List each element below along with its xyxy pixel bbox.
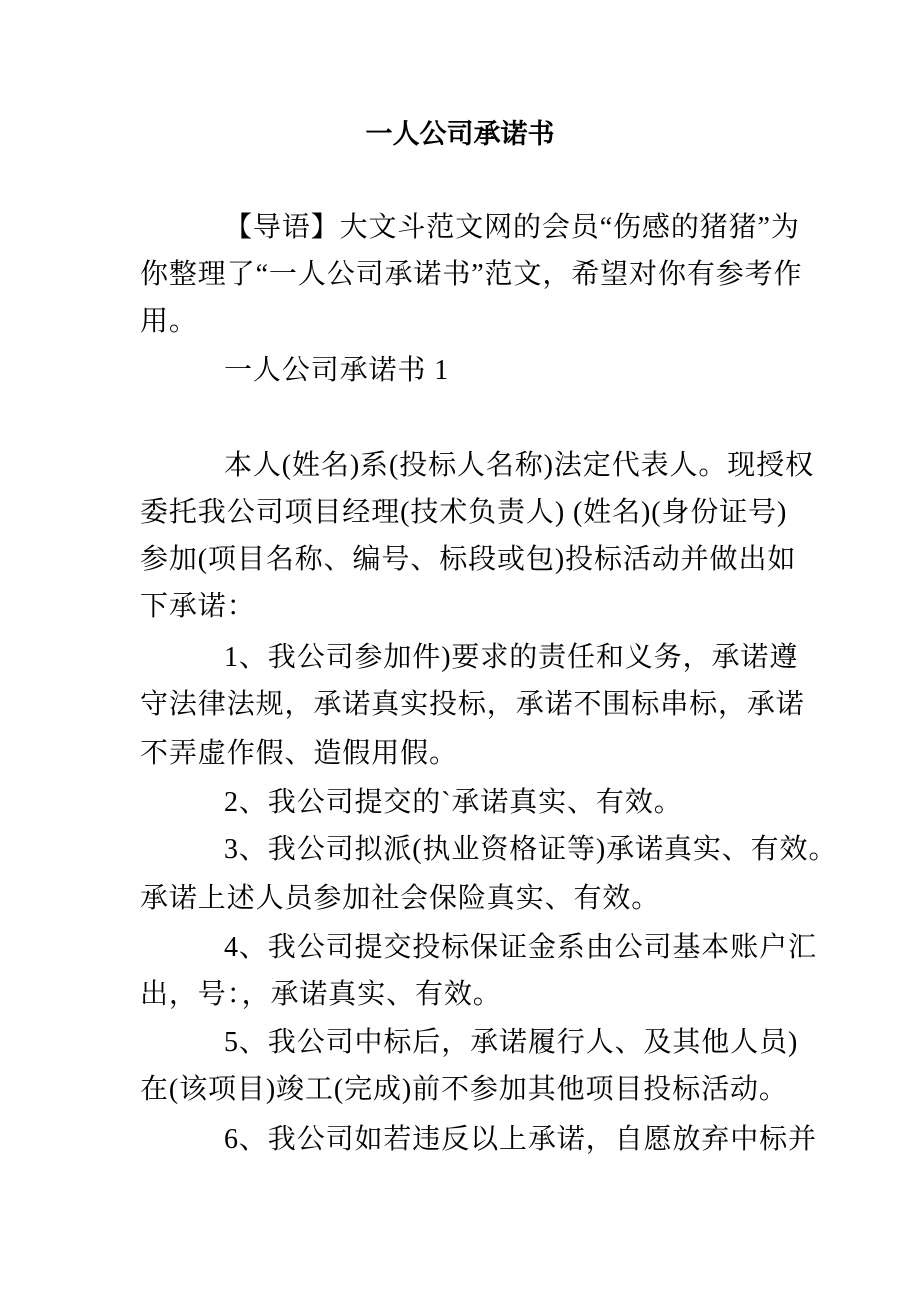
paragraph-line: 委托我公司项目经理(技术负责人) (姓名)(身份证号) bbox=[140, 497, 788, 528]
intro-line-3: 用。 bbox=[140, 306, 198, 337]
document-title: 一人公司承诺书 bbox=[365, 119, 555, 149]
intro-line-1: 【导语】大文斗范文网的会员“伤感的猪猪”为 bbox=[224, 212, 800, 243]
commitment-item-3: 3、我公司拟派(执业资格证等)承诺真实、有效。 bbox=[224, 834, 838, 865]
commitment-item-1: 1、我公司参加件)要求的责任和义务，承诺遵 bbox=[224, 642, 799, 673]
commitment-item-3-cont: 承诺上述人员参加社会保险真实、有效。 bbox=[140, 883, 661, 914]
commitment-item-5-cont: 在(该项目)竣工(完成)前不参加其他项目投标活动。 bbox=[140, 1074, 788, 1105]
commitment-item-1-cont: 不弄虚作假、造假用假。 bbox=[140, 738, 458, 769]
commitment-item-2: 2、我公司提交的`承诺真实、有效。 bbox=[224, 787, 683, 818]
paragraph-line: 参加(项目名称、编号、标段或包)投标活动并做出如 bbox=[140, 544, 797, 575]
intro-line-2: 你整理了“一人公司承诺书”范文，希望对你有参考作 bbox=[140, 259, 803, 290]
paragraph-line: 本人(姓名)系(投标人名称)法定代表人。现授权 bbox=[224, 450, 814, 481]
section-heading-1: 一人公司承诺书 1 bbox=[224, 355, 450, 386]
commitment-item-4-cont: 出，号：，承诺真实、有效。 bbox=[140, 979, 502, 1010]
paragraph-line: 下承诺： bbox=[140, 591, 256, 622]
commitment-item-1-cont: 守法律法规，承诺真实投标，承诺不围标串标，承诺 bbox=[140, 689, 805, 720]
commitment-item-6: 6、我公司如若违反以上承诺，自愿放弃中标并 bbox=[224, 1124, 817, 1155]
commitment-item-4: 4、我公司提交投标保证金系由公司基本账户汇 bbox=[224, 932, 817, 963]
commitment-item-5: 5、我公司中标后，承诺履行人、及其他人员) bbox=[224, 1027, 799, 1058]
